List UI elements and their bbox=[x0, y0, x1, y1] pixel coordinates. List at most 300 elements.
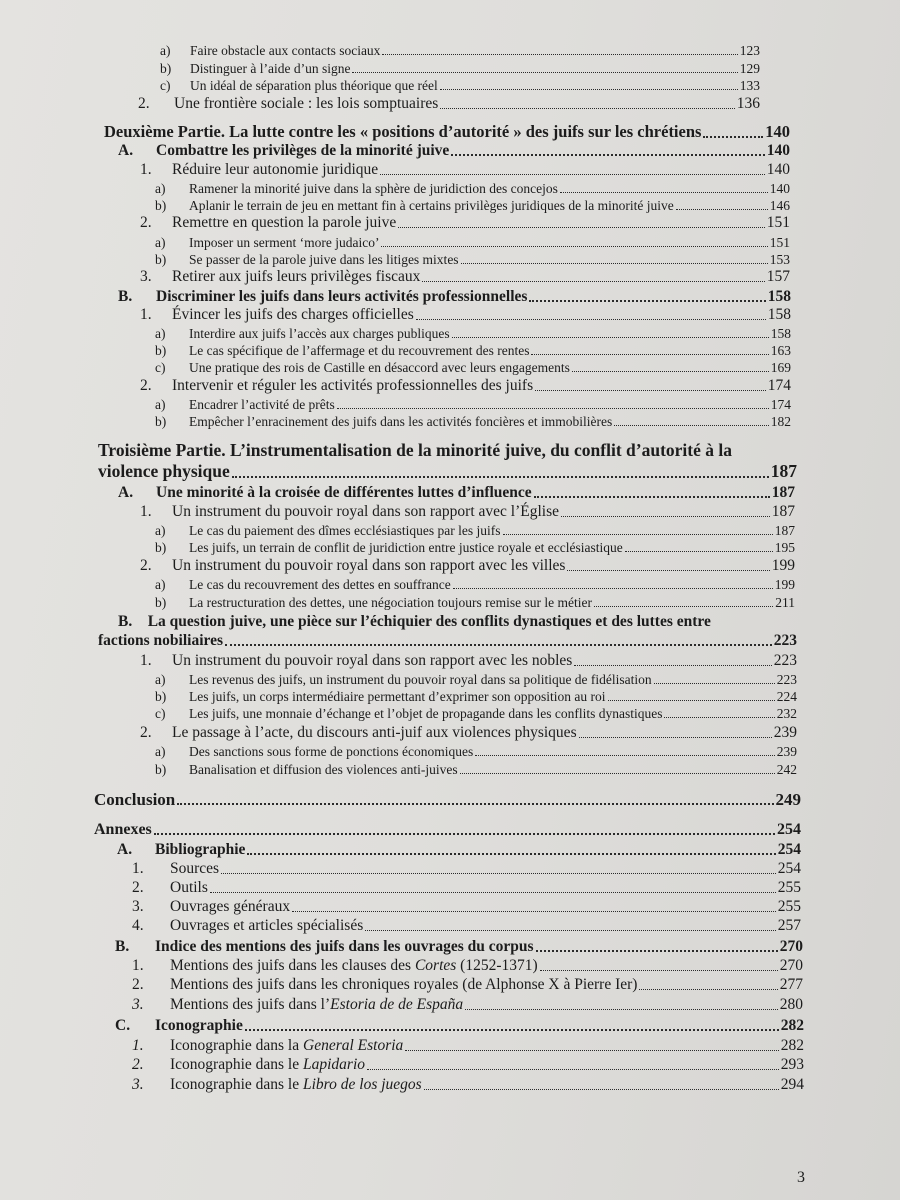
toc-entry-title-suffix: (1252-1371) bbox=[456, 957, 538, 974]
toc-entry-number: 2. bbox=[140, 377, 152, 394]
toc-entry-title-text: Ouvrages généraux bbox=[170, 898, 291, 915]
dot-leader bbox=[453, 588, 773, 589]
dot-leader bbox=[225, 644, 772, 646]
toc-entry-title bbox=[172, 307, 414, 323]
toc-entry bbox=[160, 62, 760, 76]
toc-entry bbox=[118, 485, 795, 501]
dot-leader bbox=[424, 1089, 779, 1090]
toc-entry-number: A. bbox=[117, 841, 133, 858]
toc-entry-page: 254 bbox=[777, 860, 801, 877]
toc-entry-page: 270 bbox=[779, 938, 803, 955]
toc-entry-title-text: Annexes bbox=[94, 821, 152, 838]
toc-entry-title-text: Iconographie dans la bbox=[170, 1037, 303, 1054]
toc-entry-title bbox=[172, 725, 577, 741]
dot-leader bbox=[440, 108, 734, 109]
dot-leader bbox=[352, 72, 737, 73]
toc-entry-title-text: Intervenir et réguler les activités professionnelles des juifs bbox=[172, 377, 534, 394]
dot-leader bbox=[536, 950, 778, 952]
dot-leader bbox=[475, 755, 775, 756]
toc-entry-number: 1. bbox=[132, 957, 144, 974]
toc-entry-title bbox=[172, 653, 572, 669]
toc-entry-title bbox=[189, 327, 450, 341]
toc-entry-page: 223 bbox=[773, 652, 797, 669]
dot-leader bbox=[461, 263, 768, 264]
toc-entry bbox=[94, 791, 801, 808]
toc-entry-title-text: Les juifs, un terrain de conflit de juridiction entre justice royale et ecclésiastique bbox=[189, 540, 623, 555]
toc-entry-title bbox=[170, 899, 290, 915]
toc-entry bbox=[160, 44, 760, 58]
toc-entry bbox=[155, 199, 790, 213]
dot-leader bbox=[210, 892, 776, 893]
troisieme-partie-heading-line1: Troisième Partie. L’instrumentalisation de la minorité juive, du conflit d’autorité à la bbox=[98, 440, 732, 460]
toc-entry-title bbox=[98, 463, 230, 481]
toc-entry-page: 174 bbox=[767, 377, 791, 394]
toc-entry-page: 270 bbox=[779, 957, 803, 974]
toc-entry-number: 1. bbox=[132, 860, 144, 877]
toc-entry bbox=[98, 463, 797, 481]
toc-entry-title-text: Les juifs, une monnaie d’échange et l’objet de propagande dans les conflits dynastiques bbox=[189, 706, 663, 721]
toc-entry bbox=[155, 745, 797, 759]
dot-leader bbox=[381, 246, 767, 247]
toc-entry-title-italic: General Estoria bbox=[303, 1037, 404, 1054]
toc-entry-number: A. bbox=[118, 142, 134, 159]
toc-entry bbox=[155, 236, 790, 250]
toc-entry-title-text: Distinguer à l’aide d’un signe bbox=[190, 61, 351, 76]
toc-entry-page: 199 bbox=[771, 557, 795, 574]
toc-entry-title bbox=[189, 415, 612, 429]
dot-leader bbox=[245, 1029, 779, 1031]
toc-entry-title-text: Empêcher l’enracinement des juifs dans les activités foncières et immobilières bbox=[189, 414, 613, 429]
toc-entry bbox=[115, 1018, 804, 1034]
toc-entry bbox=[140, 307, 791, 323]
toc-entry-number: a) bbox=[155, 523, 166, 538]
toc-entry-page: 255 bbox=[777, 879, 801, 896]
toc-entry-page: 129 bbox=[739, 61, 760, 76]
toc-entry-page: 223 bbox=[773, 632, 797, 649]
toc-entry bbox=[155, 253, 790, 267]
toc-entry-page: 257 bbox=[777, 917, 801, 934]
dot-leader bbox=[398, 227, 765, 228]
toc-entry-title bbox=[189, 763, 458, 777]
toc-entry-page: 140 bbox=[766, 142, 790, 159]
dot-leader bbox=[561, 516, 770, 517]
toc-entry-title-italic: Estoria de de España bbox=[330, 996, 464, 1013]
toc-entry-number: b) bbox=[155, 414, 167, 429]
toc-entry-title bbox=[172, 378, 533, 394]
toc-entry-number: 2. bbox=[132, 879, 144, 896]
toc-entry-number: b) bbox=[155, 689, 167, 704]
toc-entry-title-text: Le cas du recouvrement des dettes en souffrance bbox=[189, 577, 451, 592]
toc-entry-title bbox=[189, 541, 623, 555]
toc-entry-title-text: Le cas spécifique de l’affermage et du recouvrement des rentes bbox=[189, 343, 530, 358]
toc-entry-number: 3. bbox=[132, 996, 144, 1013]
toc-entry-number: 2. bbox=[132, 976, 144, 993]
toc-entry bbox=[132, 1038, 804, 1054]
toc-entry-number: a) bbox=[155, 672, 166, 687]
toc-entry-title-text: factions nobiliaires bbox=[98, 632, 224, 649]
toc-entry-title-text: Imposer un serment ‘more judaico’ bbox=[189, 235, 380, 250]
toc-entry bbox=[117, 842, 801, 858]
toc-entry-title bbox=[156, 143, 449, 159]
toc-entry-page: 242 bbox=[776, 762, 797, 777]
dot-leader bbox=[535, 390, 766, 391]
toc-entry-title bbox=[155, 1018, 243, 1034]
toc-entry-title bbox=[172, 162, 378, 178]
dot-leader bbox=[574, 665, 771, 666]
toc-entry-title-text: Ramener la minorité juive dans la sphère de juridiction des concejos bbox=[189, 181, 558, 196]
dot-leader bbox=[380, 174, 765, 175]
toc-entry-title bbox=[189, 361, 570, 375]
toc-entry-title bbox=[170, 1077, 422, 1093]
toc-entry bbox=[155, 707, 797, 721]
toc-entry-title-text: Interdire aux juifs l’accès aux charges publiques bbox=[189, 326, 450, 341]
toc-entry-title bbox=[189, 524, 501, 538]
toc-entry-page: 280 bbox=[779, 996, 803, 1013]
dot-leader bbox=[529, 300, 765, 302]
toc-entry bbox=[98, 633, 797, 649]
toc-entry-title-text: Un instrument du pouvoir royal dans son rapport avec les nobles bbox=[172, 652, 573, 669]
toc-entry-title bbox=[172, 558, 565, 574]
toc-entry-page: 224 bbox=[776, 689, 797, 704]
toc-entry-number: c) bbox=[160, 78, 171, 93]
toc-entry-number: 3. bbox=[132, 1076, 144, 1093]
toc-entry-number: a) bbox=[155, 577, 166, 592]
toc-entry-title bbox=[170, 880, 208, 896]
toc-entry-title-text: Encadrer l’activité de prêts bbox=[189, 397, 335, 412]
toc-entry-title-text: violence physique bbox=[98, 461, 230, 481]
toc-entry bbox=[132, 958, 803, 974]
toc-entry-title-text: La restructuration des dettes, une négociation toujours remise sur le métier bbox=[189, 595, 592, 610]
dot-leader bbox=[567, 570, 769, 571]
toc-entry-page: 182 bbox=[770, 414, 791, 429]
toc-entry-title-text: Mentions des juifs dans les chroniques royales (de Alphonse X à Pierre Ier) bbox=[170, 976, 638, 993]
toc-entry bbox=[155, 398, 791, 412]
toc-entry bbox=[155, 763, 797, 777]
toc-entry-title-text: Conclusion bbox=[94, 790, 176, 809]
toc-entry-title bbox=[170, 918, 363, 934]
toc-entry-number: 2. bbox=[140, 214, 152, 231]
toc-entry-title-text: Réduire leur autonomie juridique bbox=[172, 161, 379, 178]
toc-entry-title bbox=[170, 861, 219, 877]
toc-entry-title-text: Iconographie bbox=[155, 1017, 243, 1034]
toc-entry-page: 123 bbox=[739, 43, 760, 58]
toc-entry-title-text: Un instrument du pouvoir royal dans son rapport avec les villes bbox=[172, 557, 566, 574]
toc-entry bbox=[132, 977, 803, 993]
toc-entry-number: a) bbox=[155, 326, 166, 341]
toc-entry bbox=[115, 939, 803, 955]
dot-leader bbox=[405, 1050, 778, 1051]
toc-entry-title-text: Indice des mentions des juifs dans les ouvrages du corpus bbox=[155, 938, 534, 955]
toc-entry-title bbox=[170, 997, 463, 1013]
toc-entry-number: A. bbox=[118, 484, 134, 501]
toc-entry-number: 2. bbox=[132, 1056, 144, 1073]
toc-entry bbox=[104, 124, 790, 141]
toc-entry-page: 282 bbox=[780, 1017, 804, 1034]
toc-entry-page: 157 bbox=[766, 268, 790, 285]
toc-entry-title-text: Mentions des juifs dans l’ bbox=[170, 996, 331, 1013]
toc-entry-number: 2. bbox=[138, 95, 150, 112]
toc-entry bbox=[140, 378, 791, 394]
toc-entry-page: 187 bbox=[770, 461, 797, 481]
toc-entry-number: 3. bbox=[140, 268, 152, 285]
toc-entry-page: 211 bbox=[775, 595, 795, 610]
dot-leader bbox=[560, 192, 768, 193]
dot-leader bbox=[608, 700, 775, 701]
toc-entry-page: 277 bbox=[779, 976, 803, 993]
toc-entry-number: b) bbox=[160, 61, 172, 76]
toc-entry-number: 1. bbox=[132, 1037, 144, 1054]
dot-leader bbox=[540, 970, 778, 971]
toc-entry bbox=[132, 861, 801, 877]
toc-entry-page: 239 bbox=[776, 744, 797, 759]
toc-entry-title bbox=[104, 124, 701, 141]
toc-entry-page: 254 bbox=[777, 841, 801, 858]
dot-leader bbox=[614, 425, 769, 426]
toc-entry-title-text: Une frontière sociale : les lois somptuaires bbox=[174, 95, 439, 112]
toc-entry-number: 1. bbox=[140, 503, 152, 520]
toc-entry-title bbox=[189, 707, 662, 721]
toc-entry-title-text: Retirer aux juifs leurs privilèges fiscaux bbox=[172, 268, 421, 285]
toc-entry-title-text: Sources bbox=[170, 860, 220, 877]
toc-entry-number: 4. bbox=[132, 917, 144, 934]
toc-entry-page: 187 bbox=[771, 484, 795, 501]
toc-entry-number: C. bbox=[115, 1017, 131, 1034]
toc-entry-page: 199 bbox=[774, 577, 795, 592]
toc-entry-number: b) bbox=[155, 762, 167, 777]
toc-entry-page: 133 bbox=[739, 78, 760, 93]
toc-entry-number: a) bbox=[160, 43, 171, 58]
toc-entry-title-text: Le cas du paiement des dîmes ecclésiastiques par les juifs bbox=[189, 523, 501, 538]
toc-entry-number: 3. bbox=[132, 898, 144, 915]
toc-entry-title-italic: Libro de los juegos bbox=[303, 1076, 422, 1093]
toc-entry-title bbox=[156, 289, 527, 305]
toc-entry-title bbox=[189, 199, 674, 213]
dot-leader bbox=[416, 319, 766, 320]
dot-leader bbox=[676, 209, 768, 210]
toc-entry bbox=[140, 558, 795, 574]
toc-entry-title bbox=[190, 44, 380, 58]
toc-entry bbox=[155, 182, 790, 196]
toc-entry bbox=[155, 541, 795, 555]
toc-entry-title-text: Les juifs, un corps intermédiaire permettant d’exprimer son opposition au roi bbox=[189, 689, 606, 704]
toc-entry-title bbox=[172, 215, 396, 231]
toc-entry bbox=[155, 344, 791, 358]
toc-entry bbox=[155, 578, 795, 592]
toc-entry bbox=[155, 361, 791, 375]
toc-entry-number: c) bbox=[155, 706, 166, 721]
dot-leader bbox=[367, 1069, 779, 1070]
toc-entry-title bbox=[190, 62, 350, 76]
dot-leader bbox=[337, 408, 769, 409]
dot-leader bbox=[531, 354, 768, 355]
toc-entry-page: 140 bbox=[765, 122, 790, 141]
toc-entry-title bbox=[172, 504, 559, 520]
toc-entry bbox=[132, 997, 803, 1013]
toc-entry-number: 1. bbox=[140, 306, 152, 323]
dot-leader bbox=[451, 154, 764, 156]
toc-entry-title-italic: Cortes bbox=[414, 957, 457, 974]
toc-entry bbox=[155, 524, 795, 538]
toc-entry-title-text: Banalisation et diffusion des violences anti-juives bbox=[189, 762, 458, 777]
toc-entry-page: 151 bbox=[766, 214, 790, 231]
toc-entry-page: 239 bbox=[773, 724, 797, 741]
toc-entry-title-text: Outils bbox=[170, 879, 208, 896]
dot-leader bbox=[382, 54, 737, 55]
dot-leader bbox=[664, 717, 774, 718]
toc-entry bbox=[140, 653, 797, 669]
dot-leader bbox=[177, 803, 773, 805]
dot-leader bbox=[232, 476, 769, 478]
toc-entry bbox=[160, 79, 760, 93]
toc-entry-title bbox=[170, 1057, 365, 1073]
toc-entry-number: B. bbox=[118, 288, 133, 305]
dot-leader bbox=[594, 606, 773, 607]
toc-entry-number: b) bbox=[155, 343, 167, 358]
toc-entry-title-text: Remettre en question la parole juive bbox=[172, 214, 397, 231]
toc-entry-title bbox=[189, 690, 606, 704]
toc-entry-page: 163 bbox=[770, 343, 791, 358]
toc-entry-title bbox=[189, 398, 335, 412]
toc-entry-page: 282 bbox=[780, 1037, 804, 1054]
toc-entry-number: 1. bbox=[140, 161, 152, 178]
toc-entry-title-text: Bibliographie bbox=[155, 841, 246, 858]
toc-entry-title-text: Iconographie dans le bbox=[170, 1076, 303, 1093]
toc-entry bbox=[140, 269, 790, 285]
toc-entry-page: 153 bbox=[769, 252, 790, 267]
dot-leader bbox=[221, 873, 776, 874]
toc-entry-page: 146 bbox=[769, 198, 790, 213]
toc-entry bbox=[155, 673, 797, 687]
toc-entry-number: 1. bbox=[140, 652, 152, 669]
toc-entry-title-text: Une minorité à la croisée de différentes luttes d’influence bbox=[156, 484, 532, 501]
dot-leader bbox=[247, 853, 775, 855]
toc-entry-page: 158 bbox=[770, 326, 791, 341]
dot-leader bbox=[503, 534, 773, 535]
toc-entry-title bbox=[189, 745, 473, 759]
dot-leader bbox=[639, 989, 777, 990]
toc-entry bbox=[132, 918, 801, 934]
toc-entry bbox=[155, 596, 795, 610]
toc-entry bbox=[132, 1077, 804, 1093]
toc-entry-title bbox=[189, 673, 652, 687]
toc-entry-title-text: Une pratique des rois de Castille en désaccord avec leurs engagements bbox=[189, 360, 570, 375]
toc-entry-title-text: Des sanctions sous forme de ponctions économiques bbox=[189, 744, 474, 759]
dot-leader bbox=[452, 337, 769, 338]
toc-entry-title bbox=[170, 977, 637, 993]
page-number: 3 bbox=[797, 1169, 805, 1186]
toc-entry-title bbox=[190, 79, 438, 93]
dot-leader bbox=[703, 136, 763, 138]
toc-entry-title-text: Faire obstacle aux contacts sociaux bbox=[190, 43, 381, 58]
toc-entry-number: a) bbox=[155, 181, 166, 196]
toc-entry bbox=[132, 1057, 804, 1073]
toc-entry-title-text: Deuxième Partie. La lutte contre les « positions d’autorité » des juifs sur les chrétiens bbox=[104, 122, 702, 141]
toc-entry-title bbox=[189, 236, 379, 250]
dot-leader bbox=[422, 281, 764, 282]
toc-entry-number: b) bbox=[155, 595, 167, 610]
toc-entry bbox=[140, 504, 795, 520]
toc-entry-title bbox=[189, 596, 592, 610]
toc-entry-page: 195 bbox=[774, 540, 795, 555]
toc-entry bbox=[140, 215, 790, 231]
toc-entry-number: b) bbox=[155, 540, 167, 555]
toc-entry bbox=[155, 415, 791, 429]
toc-entry-page: 187 bbox=[774, 523, 795, 538]
dot-leader bbox=[465, 1009, 778, 1010]
toc-entry-page: 136 bbox=[736, 95, 760, 112]
toc-entry-title-text: Combattre les privilèges de la minorité juive bbox=[156, 142, 450, 159]
toc-entry-number: c) bbox=[155, 360, 166, 375]
dot-leader bbox=[572, 371, 769, 372]
toc-entry-number: 2. bbox=[140, 557, 152, 574]
toc-entry-title-text: Aplanir le terrain de jeu en mettant fin à certains privilèges juridiques de la minorité juive bbox=[189, 198, 674, 213]
toc-entry-page: 293 bbox=[780, 1056, 804, 1073]
toc-entry-title-text: Discriminer les juifs dans leurs activités professionnelles bbox=[156, 288, 528, 305]
toc-entry bbox=[132, 899, 801, 915]
toc-entry-number: b) bbox=[155, 252, 167, 267]
toc-entry-title-text: Un idéal de séparation plus théorique que réel bbox=[190, 78, 438, 93]
toc-entry-page: 158 bbox=[767, 306, 791, 323]
toc-entry bbox=[132, 880, 801, 896]
toc-entry-page: 249 bbox=[775, 790, 801, 809]
dot-leader bbox=[460, 773, 775, 774]
toc-entry-number: B. bbox=[115, 938, 130, 955]
dot-leader bbox=[654, 683, 775, 684]
dot-leader bbox=[292, 911, 776, 912]
toc-entry bbox=[118, 143, 790, 159]
toc-entry-title bbox=[94, 822, 152, 838]
toc-entry-title-text: Évincer les juifs des charges officielles bbox=[172, 306, 414, 323]
toc-entry-title bbox=[189, 344, 529, 358]
toc-entry-title-text: Le passage à l’acte, du discours anti-juif aux violences physiques bbox=[172, 724, 577, 741]
dot-leader bbox=[365, 930, 776, 931]
toc-entry-title-italic: Lapidario bbox=[303, 1056, 366, 1073]
toc-entry-number: a) bbox=[155, 235, 166, 250]
toc-entry-page: 158 bbox=[767, 288, 791, 305]
toc-entry-page: 140 bbox=[769, 181, 790, 196]
toc-entry bbox=[155, 327, 791, 341]
toc-entry-title bbox=[155, 939, 534, 955]
toc-entry-title-text: Mentions des juifs dans les clauses des bbox=[170, 957, 415, 974]
toc-entry-title bbox=[94, 791, 175, 808]
toc-entry-page: 223 bbox=[776, 672, 797, 687]
toc-entry-page: 140 bbox=[766, 161, 790, 178]
dot-leader bbox=[154, 833, 775, 835]
toc-entry bbox=[140, 725, 797, 741]
toc-entry-number: 2. bbox=[140, 724, 152, 741]
toc-entry bbox=[138, 96, 760, 112]
toc-entry-title-text: Un instrument du pouvoir royal dans son rapport avec l’Église bbox=[172, 503, 559, 520]
toc-entry-title bbox=[189, 578, 451, 592]
toc-entry-title-text: Les revenus des juifs, un instrument du pouvoir royal dans sa politique de fidélisation bbox=[189, 672, 652, 687]
toc-entry-page: 294 bbox=[780, 1076, 804, 1093]
toc-entry bbox=[155, 690, 797, 704]
toc-entry-page: 187 bbox=[771, 503, 795, 520]
dot-leader bbox=[625, 551, 773, 552]
toc-entry-page: 232 bbox=[776, 706, 797, 721]
toc-entry-title bbox=[156, 485, 532, 501]
toc-entry bbox=[118, 289, 791, 305]
toc-entry-title bbox=[189, 253, 459, 267]
toc-entry-title bbox=[170, 958, 538, 974]
toc-entry-title-text: Ouvrages et articles spécialisés bbox=[170, 917, 364, 934]
toc-entry-title bbox=[172, 269, 420, 285]
toc-entry-page: 174 bbox=[770, 397, 791, 412]
toc-entry-number: a) bbox=[155, 397, 166, 412]
question-juive-heading-line1: B. La question juive, une pièce sur l’échiquier des conflits dynastiques et des luttes entre bbox=[118, 613, 711, 630]
toc-entry-number: a) bbox=[155, 744, 166, 759]
toc-entry-title-text: Iconographie dans le bbox=[170, 1056, 303, 1073]
